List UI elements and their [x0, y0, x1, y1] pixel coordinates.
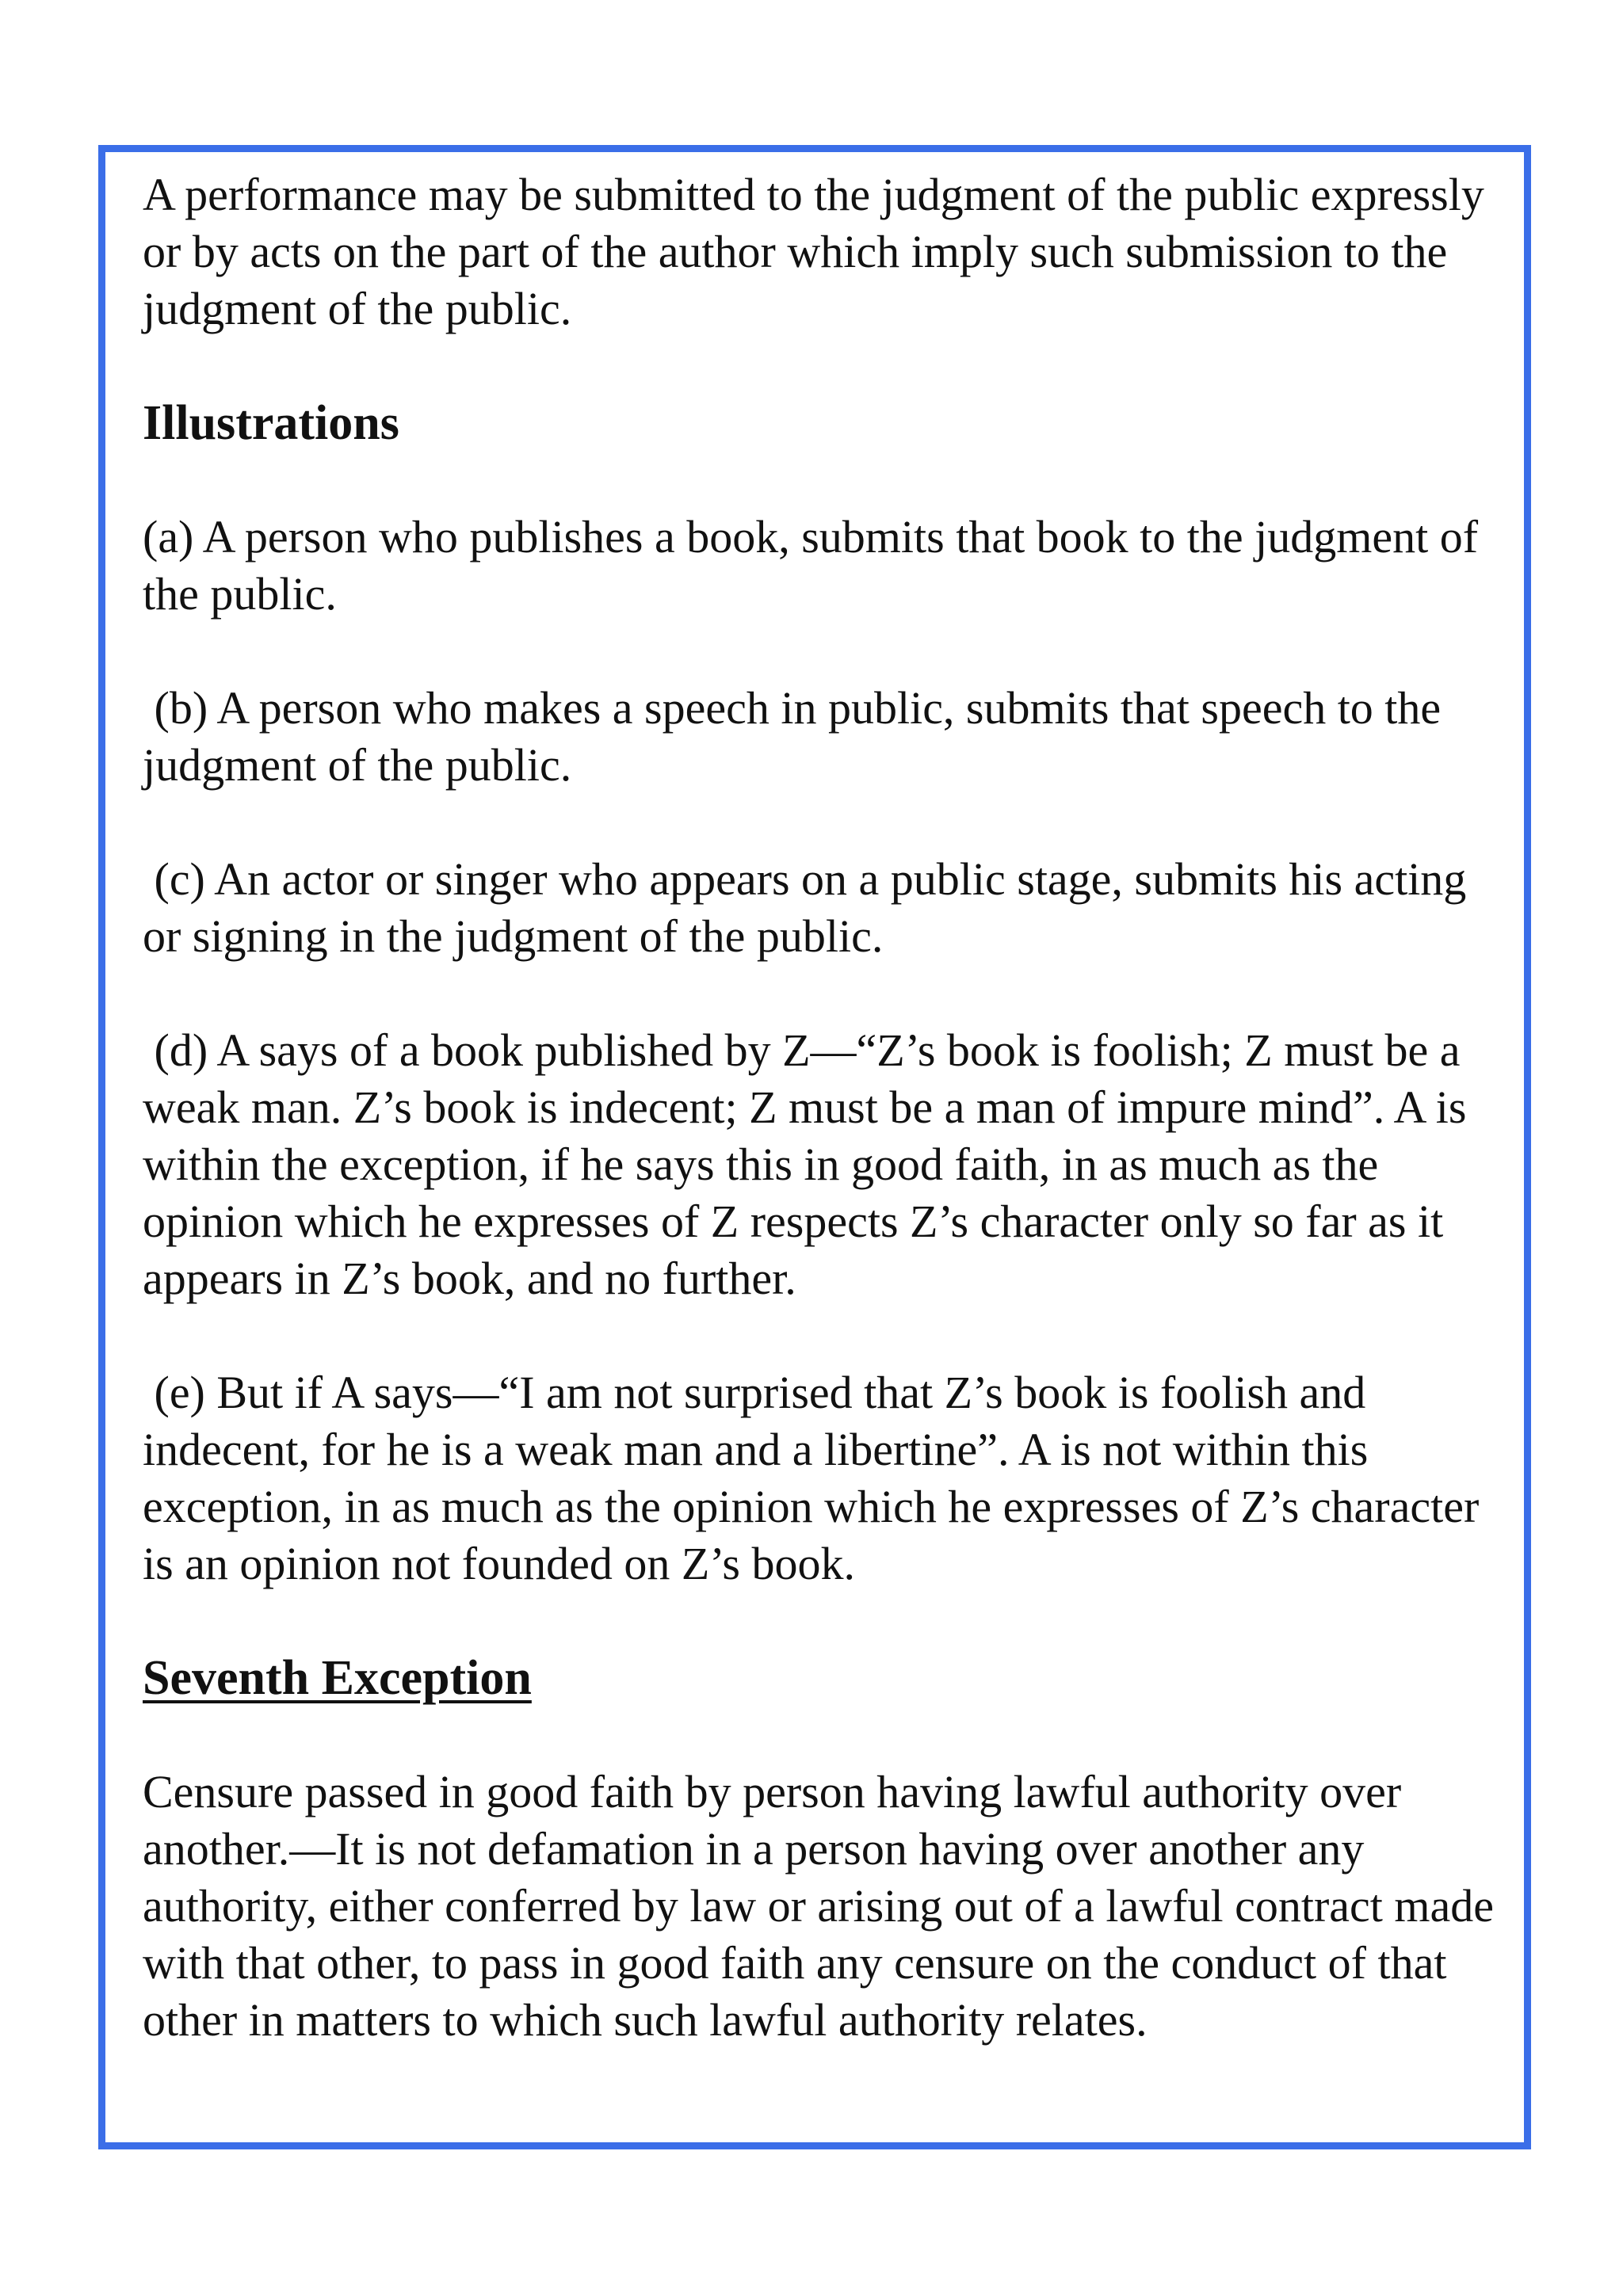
document-frame	[98, 145, 1531, 2149]
illustration-d: (d) A says of a book published by Z—“Z’s book is foolish; Z must be a weak man. Z’s book is indecent; Z must be a man of impure mind”. A is within the exception, if he says this in good faith, in as much as the opinion which he expresses of Z respects Z’s character only so far as it appears in Z’s book, and no further.	[143, 1024, 1478, 1304]
illustration-a: (a) A person who publishes a book, submits that book to the judgment of the public.	[143, 511, 1490, 620]
illustration-e: (e) But if A says—“I am not surprised that Z’s book is foolish and indecent, for he is a weak man and a libertine”. A is not within this exception, in as much as the opinion which he expresses of Z’s character is an opinion not founded on Z’s book.	[143, 1367, 1491, 1589]
seventh-exception-text: Censure passed in good faith by person having lawful authority over another.—It is not defamation in a person having over another any authority, either conferred by law or arising out of a lawful contract made with that other, to pass in good faith any censure on the conduct of that other in matters to which such lawful authority relates.	[143, 1766, 1506, 2046]
illustrations-heading: Illustrations	[143, 396, 399, 450]
intro-paragraph: A performance may be submitted to the judgment of the public expressly or by acts on the part of the author which imply such submission to the judgment of the public.	[143, 169, 1496, 334]
illustration-c: (c) An actor or singer who appears on a public stage, submits his acting or signing in the judgment of the public.	[143, 853, 1478, 962]
illustration-b: (b) A person who makes a speech in public, submits that speech to the judgment of the public.	[143, 682, 1453, 791]
document-body	[143, 166, 1514, 2049]
seventh-exception-heading: Seventh Exception	[143, 1651, 532, 1705]
